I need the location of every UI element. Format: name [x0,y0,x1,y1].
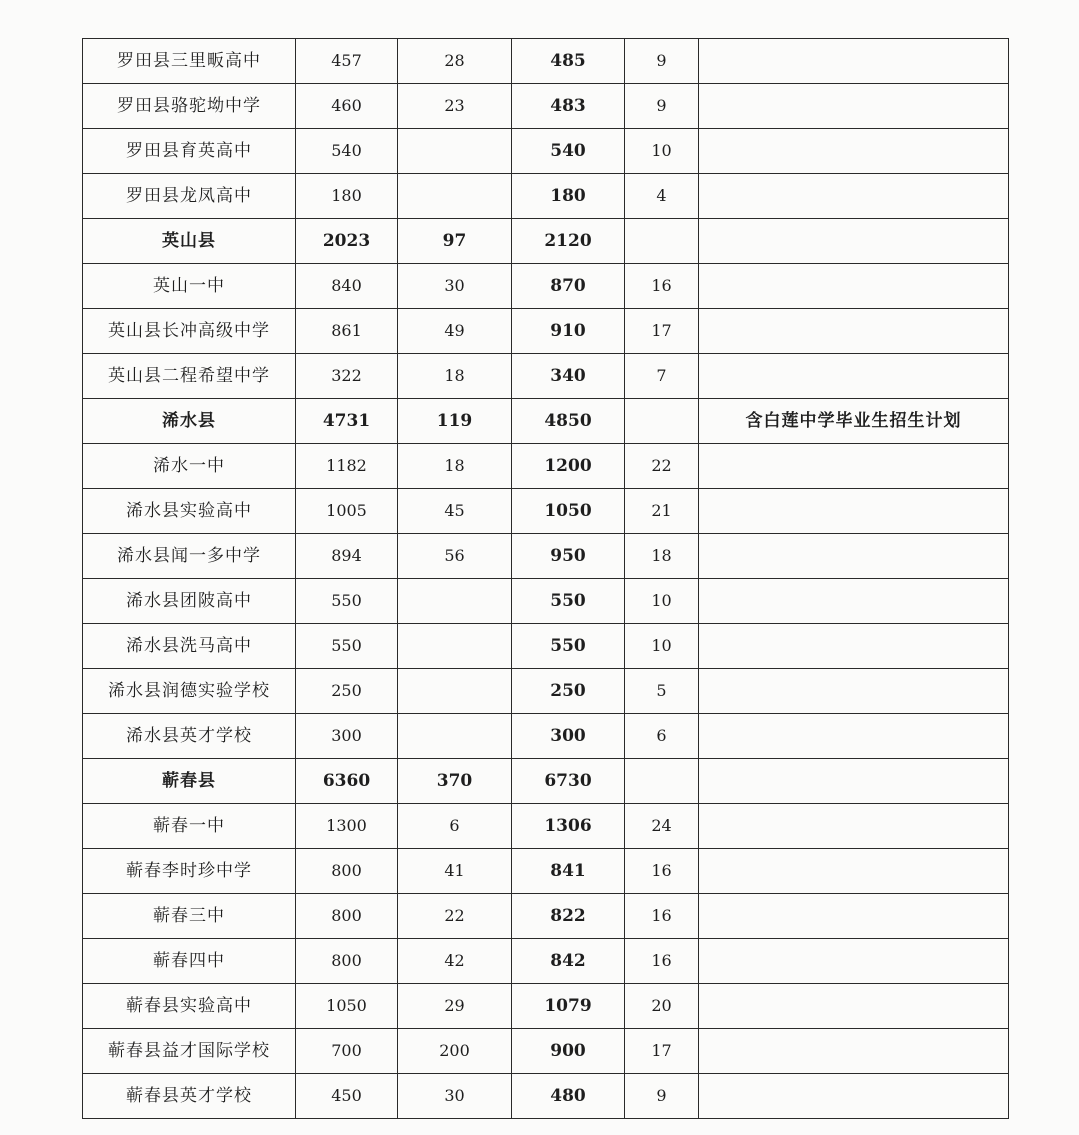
class-count-cell: 10 [625,624,699,669]
school-name-cell: 罗田县三里畈高中 [83,39,296,84]
extra-count-cell: 30 [398,264,512,309]
extra-count-cell [398,174,512,219]
note-cell [699,444,1009,489]
extra-count-cell [398,669,512,714]
school-row [83,534,1009,579]
county-row [83,399,1009,444]
school-name-cell: 蕲春三中 [83,894,296,939]
total-count-cell: 842 [512,939,625,984]
plan-count-cell: 894 [296,534,398,579]
class-count-cell: 16 [625,939,699,984]
note-cell [699,1074,1009,1119]
class-count-cell: 7 [625,354,699,399]
total-count-cell: 180 [512,174,625,219]
extra-count-cell: 45 [398,489,512,534]
total-count-cell: 1050 [512,489,625,534]
extra-count-cell [398,714,512,759]
note-cell [699,174,1009,219]
plan-count-cell: 540 [296,129,398,174]
plan-count-cell: 450 [296,1074,398,1119]
school-name-cell: 浠水县团陂高中 [83,579,296,624]
school-name-cell: 蕲春县英才学校 [83,1074,296,1119]
school-row [83,1029,1009,1074]
school-row [83,894,1009,939]
note-cell [699,894,1009,939]
total-count-cell: 950 [512,534,625,579]
plan-count-cell: 1050 [296,984,398,1029]
class-count-cell: 16 [625,264,699,309]
school-name-cell: 蕲春四中 [83,939,296,984]
school-row [83,804,1009,849]
school-row [83,624,1009,669]
plan-count-cell: 1005 [296,489,398,534]
plan-count-cell: 300 [296,714,398,759]
plan-count-cell: 800 [296,939,398,984]
class-count-cell: 4 [625,174,699,219]
school-name-cell: 英山一中 [83,264,296,309]
extra-count-cell: 18 [398,354,512,399]
total-count-cell: 1200 [512,444,625,489]
school-name-cell: 蕲春县实验高中 [83,984,296,1029]
school-name-cell: 罗田县龙凤高中 [83,174,296,219]
school-row [83,39,1009,84]
school-name-cell: 蕲春李时珍中学 [83,849,296,894]
class-count-cell: 17 [625,1029,699,1074]
plan-count-cell: 460 [296,84,398,129]
extra-count-cell: 28 [398,39,512,84]
note-cell [699,759,1009,804]
note-cell [699,624,1009,669]
extra-count-cell: 200 [398,1029,512,1074]
note-cell [699,489,1009,534]
school-name-cell: 蕲春一中 [83,804,296,849]
extra-count-cell [398,579,512,624]
note-cell [699,264,1009,309]
extra-count-cell: 119 [398,399,512,444]
total-count-cell: 540 [512,129,625,174]
note-cell [699,534,1009,579]
school-name-cell: 英山县 [83,219,296,264]
note-cell [699,84,1009,129]
extra-count-cell: 56 [398,534,512,579]
class-count-cell: 17 [625,309,699,354]
extra-count-cell: 97 [398,219,512,264]
school-name-cell: 罗田县骆驼坳中学 [83,84,296,129]
extra-count-cell: 18 [398,444,512,489]
total-count-cell: 910 [512,309,625,354]
extra-count-cell [398,624,512,669]
plan-count-cell: 180 [296,174,398,219]
note-cell [699,129,1009,174]
plan-count-cell: 550 [296,624,398,669]
school-name-cell: 浠水县洗马高中 [83,624,296,669]
total-count-cell: 250 [512,669,625,714]
total-count-cell: 485 [512,39,625,84]
school-name-cell: 浠水县英才学校 [83,714,296,759]
school-row [83,444,1009,489]
class-count-cell: 22 [625,444,699,489]
enrollment-table [82,38,1009,1119]
extra-count-cell: 22 [398,894,512,939]
note-cell [699,309,1009,354]
class-count-cell: 16 [625,894,699,939]
school-row [83,984,1009,1029]
plan-count-cell: 6360 [296,759,398,804]
school-name-cell: 蕲春县益才国际学校 [83,1029,296,1074]
plan-count-cell: 1300 [296,804,398,849]
class-count-cell: 24 [625,804,699,849]
class-count-cell: 9 [625,39,699,84]
class-count-cell: 20 [625,984,699,1029]
total-count-cell: 6730 [512,759,625,804]
school-row [83,129,1009,174]
school-row [83,354,1009,399]
plan-count-cell: 550 [296,579,398,624]
extra-count-cell: 23 [398,84,512,129]
school-name-cell: 浠水县实验高中 [83,489,296,534]
note-cell [699,804,1009,849]
note-cell [699,939,1009,984]
total-count-cell: 550 [512,579,625,624]
total-count-cell: 4850 [512,399,625,444]
extra-count-cell: 370 [398,759,512,804]
total-count-cell: 2120 [512,219,625,264]
school-row [83,669,1009,714]
note-cell [699,219,1009,264]
note-cell [699,1029,1009,1074]
total-count-cell: 900 [512,1029,625,1074]
extra-count-cell [398,129,512,174]
school-row [83,309,1009,354]
plan-count-cell: 250 [296,669,398,714]
extra-count-cell: 6 [398,804,512,849]
plan-count-cell: 840 [296,264,398,309]
plan-count-cell: 861 [296,309,398,354]
plan-count-cell: 2023 [296,219,398,264]
note-cell [699,669,1009,714]
extra-count-cell: 29 [398,984,512,1029]
class-count-cell: 6 [625,714,699,759]
school-row [83,174,1009,219]
county-row [83,759,1009,804]
plan-count-cell: 1182 [296,444,398,489]
class-count-cell: 10 [625,129,699,174]
class-count-cell: 16 [625,849,699,894]
plan-count-cell: 457 [296,39,398,84]
school-row [83,489,1009,534]
school-row [83,264,1009,309]
extra-count-cell: 49 [398,309,512,354]
total-count-cell: 300 [512,714,625,759]
school-row [83,714,1009,759]
school-name-cell: 罗田县育英高中 [83,129,296,174]
school-row [83,84,1009,129]
school-name-cell: 浠水一中 [83,444,296,489]
total-count-cell: 870 [512,264,625,309]
note-cell: 含白莲中学毕业生招生计划 [699,399,1009,444]
extra-count-cell: 30 [398,1074,512,1119]
school-row [83,1074,1009,1119]
total-count-cell: 340 [512,354,625,399]
extra-count-cell: 41 [398,849,512,894]
plan-count-cell: 322 [296,354,398,399]
class-count-cell: 21 [625,489,699,534]
school-name-cell: 浠水县润德实验学校 [83,669,296,714]
note-cell [699,984,1009,1029]
school-name-cell: 英山县二程希望中学 [83,354,296,399]
school-row [83,579,1009,624]
note-cell [699,39,1009,84]
total-count-cell: 480 [512,1074,625,1119]
total-count-cell: 483 [512,84,625,129]
plan-count-cell: 800 [296,894,398,939]
school-name-cell: 蕲春县 [83,759,296,804]
note-cell [699,714,1009,759]
class-count-cell: 9 [625,1074,699,1119]
total-count-cell: 1306 [512,804,625,849]
school-row [83,849,1009,894]
class-count-cell: 10 [625,579,699,624]
total-count-cell: 822 [512,894,625,939]
note-cell [699,354,1009,399]
extra-count-cell: 42 [398,939,512,984]
school-row [83,939,1009,984]
plan-count-cell: 800 [296,849,398,894]
total-count-cell: 550 [512,624,625,669]
plan-count-cell: 700 [296,1029,398,1074]
total-count-cell: 841 [512,849,625,894]
class-count-cell: 9 [625,84,699,129]
class-count-cell [625,219,699,264]
class-count-cell: 5 [625,669,699,714]
county-row [83,219,1009,264]
plan-count-cell: 4731 [296,399,398,444]
total-count-cell: 1079 [512,984,625,1029]
note-cell [699,849,1009,894]
class-count-cell: 18 [625,534,699,579]
school-name-cell: 英山县长冲高级中学 [83,309,296,354]
school-name-cell: 浠水县 [83,399,296,444]
class-count-cell [625,759,699,804]
note-cell [699,579,1009,624]
school-name-cell: 浠水县闻一多中学 [83,534,296,579]
class-count-cell [625,399,699,444]
